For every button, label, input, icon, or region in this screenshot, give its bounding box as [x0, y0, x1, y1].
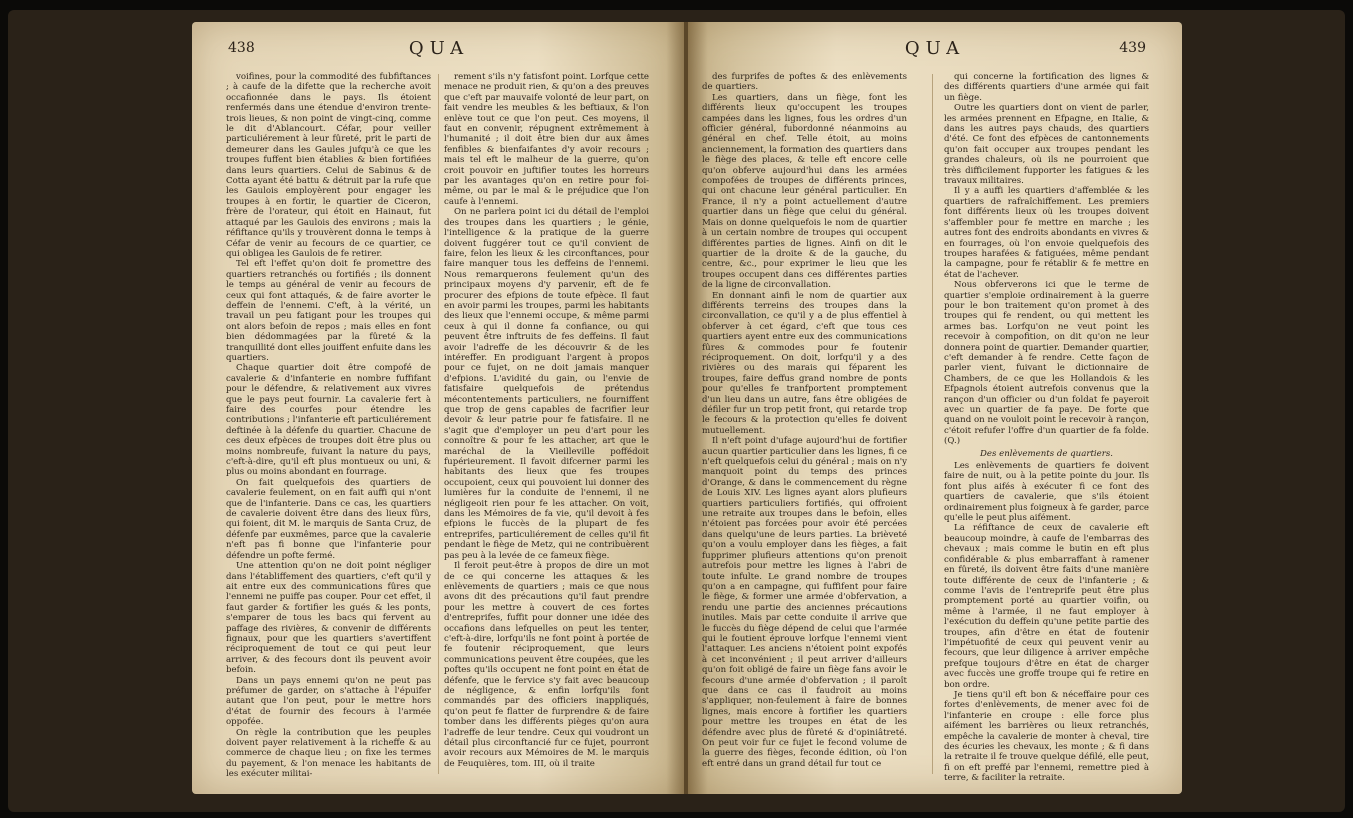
page-number: 438: [228, 40, 255, 56]
column-divider: [932, 74, 933, 774]
paragraph: Dans un pays ennemi qu'on ne peut pas préfumer de garder, on s'attache à l'épuifer autant que l'on peut, pour le mettre hors d'état de fournir des fecours à l'armée oppofée.: [226, 675, 431, 728]
paragraph: En donnant ainfi le nom de quartier aux différents terreins des troupes dans la circonvallation, ce qu'il y a de plus effentiel à obferver à cet égard, c'eft que tous ces quartiers ayent entre eux des communications fûres & commodes pour fe foutenir réciproquement. On doit, lorfqu'il y a des rivières ou des marais qui féparent les troupes, faire deffus grand nombre de ponts pour qu'elles fe tranfportent promptement d'un lieu dans un autre, fans être obligées de défiler fur un trop petit front, qui retarde trop le fecours & la protection qu'elles fe doivent mutuellement.: [702, 290, 907, 436]
left-column-1: [226, 72, 431, 780]
column-divider: [438, 74, 439, 774]
paragraph: On règle la contribution que les peuples doivent payer relativement à la richeffe & au commerce de chaque lieu ; on fixe les termes du payement, & l'on menace les habitants de les exécuter militai-: [226, 727, 431, 780]
right-column-1: [702, 72, 907, 777]
paragraph: Les enlèvements de quartiers fe doivent faire de nuit, ou à la petite pointe du jour. Ils font plus aifés à exécuter fi ce font des quartiers de cavalerie, que s'ils étoient ordinairement plus foigneux à fe garder, parce qu'elle le peut plus aifément.: [944, 461, 1149, 524]
paragraph: des furprifes de poftes & des enlèvements de quartiers.: [702, 72, 907, 93]
paragraph: On ne parlera point ici du détail de l'emploi des troupes dans les quartiers ; le génie, l'intelligence & la pratique de la guerre doivent fuggérer tout ce qu'il convient de faire, felon les lieux & les circonftances, pour faire manquer tous les deffeins de l'ennemi. Nous remarquerons feulement qu'un des principaux moyens d'y parvenir, eft de fe procurer des efpions de toute efpèce. Il faut en avoir parmi les troupes, parmi les habitants des lieux que l'ennemi occupe, & même parmi ceux à qui il donne fa confiance, ou qui peuvent être inftruits de fes deffeins. Il faut avoir l'adreffe de les découvrir & de les intéreffer. En prodiguant l'argent à propos pour ce fujet, on ne doit jamais manquer d'efpions. L'avidité du gain, ou l'envie de fatisfaire quelquefois de prétendus mécontentements particuliers, ne fourniffent que trop de gens capables de facrifier leur devoir & leur patrie pour fe fatisfaire. Il ne s'agit que d'employer un peu d'art pour les connoître & pour fe les attacher, art que le maréchal de la Vieilleville poffédoit fupérieurement. Il favoit difcerner parmi les habitants des lieux que fes troupes occupoient, ceux qui pouvoient lui donner des lumières fur la conduite de l'ennemi, il ne négligeoit rien pour fe les attacher. On voit, dans les Mémoires de fa vie, qu'il devoit à fes efpions le fuccès de la plupart de fes entreprifes, particuliérement de celles qu'il fit pendant le fiège de Metz, qui ne contribuèrent pas peu à la levée de ce fameux fiège.: [444, 207, 649, 561]
paragraph: Une attention qu'on ne doit point négliger dans l'établiffement des quartiers, c'eft qu'il y ait entre eux des communications fûres que l'ennemi ne puiffe pas couper. Pour cet effet, il faut garder & fortifier les gués & les ponts, s'emparer de tous les bacs qui fervent au paffage des rivières, & convenir de différents fignaux, pour que les quartiers s'avertiffent réciproquement de tout ce qui peut leur arriver, & des fecours dont ils peuvent avoir befoin.: [226, 561, 431, 676]
paragraph: Les quartiers, dans un fiège, font les différents lieux qu'occupent les troupes campées dans les lignes, fous les ordres d'un officier général, fubordonné néanmoins au général en chef. Telle étoit, au moins anciennement, la formation des quartiers dans le fiège des places, & telle eft encore celle qu'on obferve aujourd'hui dans les armées compofées de troupes de différents princes, qui ont chacune leur général particulier. En France, il n'y a point actuellement d'autre quartier dans un fiège que celui du général. Mais on donne quelquefois le nom de quartier à un certain nombre de troupes qui occupent différentes parties de lignes. Ainfi on dit le quartier de la droite & de la gauche, du centre, &c., pour exprimer le lieu que les troupes occupent dans ces différentes parties de la ligne de circonvallation.: [702, 92, 907, 291]
paragraph: Outre les quartiers dont on vient de parler, les armées prennent en Efpagne, en Italie, & dans les autres pays chauds, des quartiers d'été. Ce font des efpèces de cantonnements qu'on fait occuper aux troupes pendant les grandes chaleurs, où ils ne pourroient que très difficilement fupporter les fatigues & les travaux militaires.: [944, 103, 1149, 187]
paragraph: Il y a auffi les quartiers d'affemblée & les quartiers de rafraîchiffement. Les premiers font différents lieux où les troupes doivent s'affembler pour fe mettre en marche ; les autres font des endroits abondants en vivres & en fourrages, où l'on envoie quelquefois des troupes harafées & fatiguées, même pendant la campagne, pour fe rétablir & fe mettre en état de l'achever.: [944, 186, 1149, 280]
paragraph: La réfiftance de ceux de cavalerie eft beaucoup moindre, à caufe de l'embarras des chevaux ; mais comme le butin en eft plus confidérable & plus embarraffant à ramener en fûreté, ils doivent être faits d'une manière toute différente de ceux de l'infanterie ; & comme l'avis de l'entreprife peut être plus promptement porté au quartier voifin, ou même à l'armée, il ne faut employer à l'exécution du deffein qu'une petite partie des troupes, afin d'être en état de foutenir l'impétuofité de ceux qui peuvent venir au fecours, que leur diligence à arriver empêche prefque toujours d'être en état de charger avec fuccès une groffe troupe qui fe retire en bon ordre.: [944, 523, 1149, 690]
paragraph: Des enlèvements de quartiers.: [979, 448, 1113, 459]
paragraph: Il n'eft point d'ufage aujourd'hui de fortifier aucun quartier particulier dans les lignes, fi ce n'eft quelquefois celui du général ; mais on n'y manquoit point du temps des princes d'Orange, & dans le commencement du règne de Louis XIV. Les lignes ayant alors plufieurs quartiers particuliers fortifiés, qui offroient une retraite aux troupes dans le befoin, elles n'étoient pas forcées pour avoir été percées dans quelqu'une de leurs parties. La brièveté qu'on a voulu employer dans les fièges, a fait fupprimer plufieurs attentions qu'on prenoit autrefois pour mettre les lignes à l'abri de toute infulte. Le grand nombre de troupes qu'on a en campagne, qui fuffifent pour faire le fiège, & former une armée d'obfervation, a rendu une partie des anciennes précautions inutiles. Mais par cette conduite il arrive que le fuccès du fiège dépend de celui que l'armée qui le foutient éprouve lorfque l'ennemi vient l'attaquer. Les anciens n'étoient point expofés à cet inconvénient ; il peut arriver d'ailleurs qu'on foit obligé de faire un fiège fans avoir le fecours d'une armée d'obfervation ; il paroît que dans ce cas il faudroit au moins s'appliquer, non-feulement à faire de bonnes lignes, mais encore à fortifier les quartiers pour mettre les troupes en état de les défendre avec plus de fûreté & d'opiniâtreté. On peut voir fur ce fujet le fecond volume de la guerre des fièges, feconde édition, où l'on eft entré dans un grand détail fur tout ce: [702, 436, 907, 769]
left-page: [192, 22, 686, 794]
left-column-2: [444, 72, 649, 777]
paragraph: Je tiens qu'il eft bon & néceffaire pour ces fortes d'enlèvements, de mener avec foi de l'infanterie en croupe : elle force plus aifément les barrières ou lieux retranchés, empêche la cavalerie de monter à cheval, tire des écuries les chevaux, les monte ; & fi dans la retraite il fe trouve quelque défilé, elle peut, fi on eft preffé par l'ennemi, remettre pied à terre, & faciliter la retraite.: [944, 689, 1149, 784]
left-page-header: [228, 40, 650, 66]
right-page-header: [724, 40, 1146, 66]
paragraph: voifines, pour la commodité des fubfiftances ; à caufe de la difette que la recherche avoit occafionnée dans le pays. Ils étoient renfermés dans une étendue d'environ trente-trois lieues, & non point de vingt-cinq, comme le dit d'Ablancourt. Céfar, pour veiller particuliérement à leur fûreté, prit le parti de demeurer dans les Gaules jufqu'à ce que les troupes fuffent bien établies & bien fortifiées dans leurs quartiers. Celui de Sabinus & de Cotta ayant été battu & détruit par la rufe que les Gaulois employèrent pour engager les troupes à en fortir, le quartier de Ciceron, frère de l'orateur, qui étoit en Hainaut, fut attaqué par les Gaulois des environs ; mais la réfiftance qu'ils y trouvèrent donna le temps à Céfar de venir au fecours de ce quartier, ce qui obligea les Gaulois de fe retirer.: [226, 72, 431, 259]
paragraph: Il feroit peut-être à propos de dire un mot de ce qui concerne les attaques & les enlèvements de quartiers ; mais ce que nous avons dit des précautions qu'il faut prendre pour les mettre à couvert de ces fortes d'entreprifes, fuffit pour donner une idée des occafions dans lefquelles on peut les tenter, c'eft-à-dire, lorfqu'ils ne font point à portée de fe foutenir réciproquement, que leurs communications peuvent être coupées, que les poftes qu'ils occupent ne font point en état de défenfe, que le fervice s'y fait avec beaucoup de négligence, & enfin lorfqu'ils font commandés par des officiers inappliqués, qu'on peut fe flatter de furprendre & de faire tomber dans les différents pièges qu'on aura l'adreffe de leur tendre. Ceux qui voudront un détail plus circonftancié fur ce fujet, pourront avoir recours aux Mémoires de M. le marquis de Feuquières, tom. III, où il traite: [444, 561, 649, 769]
right-column-2: [944, 72, 1149, 784]
running-head: QUA: [904, 38, 966, 59]
paragraph: Tel eft l'effet qu'on doit fe promettre des quartiers retranchés ou fortifiés ; ils donnent le temps au général de venir au fecours de ceux qui font attaqués, & de faire avorter le deffein de l'ennemi. C'eft, à la vérité, un travail un peu fatigant pour les troupes qui ont alors befoin de repos ; mais elles en font bien dédommagées par la fûreté & la tranquillité dont elles jouiffent enfuite dans les quartiers.: [226, 259, 431, 363]
paragraph: Nous obferverons ici que le terme de quartier s'emploie ordinairement à la guerre pour le bon traitement qu'on promet à des troupes qui fe rendent, ou qui mettent les armes bas. Lorfqu'on ne veut point les recevoir à compofition, on dit qu'on ne leur donnera point de quartier. Demander quartier, c'eft demander à fe rendre. Cette façon de parler vient, fuivant le dictionnaire de Chambers, de ce que les Hollandois & les Efpagnols étoient autrefois convenus que la rançon d'un officier ou d'un foldat fe payeroit avec un quartier de fa paye. De forte que quand on ne vouloit point le recevoir à rançon, c'étoit refufer l'offre d'un quartier de fa folde. (Q.): [944, 280, 1149, 447]
page-number: 439: [1119, 40, 1146, 56]
paragraph: On fait quelquefois des quartiers de cavalerie feulement, on en fait auffi qui n'ont que de l'infanterie. Dans ce cas, les quartiers de cavalerie doivent être dans des lieux fûrs, qui foient, dit M. le marquis de Santa Cruz, de défenfe par euxmêmes, parce que la cavalerie n'eft pas fi bonne que l'infanterie pour défendre un pofte fermé.: [226, 477, 431, 561]
right-page: [688, 22, 1182, 794]
paragraph: Chaque quartier doit être compofé de cavalerie & d'infanterie en nombre fuffifant pour le défendre, & relativement aux vivres que le pays peut fournir. La cavalerie fert à faire des courfes pour étendre les contributions ; l'infanterie eft particuliérement deftinée à la défenfe du quartier. Chacune de ces deux efpèces de troupes doit être plus ou moins nombreufe, fuivant la nature du pays, c'eft-à-dire, qu'il eft plus montueux ou uni, & plus ou moins abondant en fourrage.: [226, 363, 431, 478]
paragraph: rement s'ils n'y fatisfont point. Lorfque cette menace ne produit rien, & qu'on a des preuves que c'eft par mauvaife volonté de leur part, on fait vendre les meubles & les beftiaux, & l'on enlève tout ce que l'on peut. Ces moyens, il faut en convenir, répugnent extrêmement à l'humanité ; il doit être bien dur aux âmes fenfibles & bienfaifantes d'y avoir recours ; mais tel eft le malheur de la guerre, qu'on croit pouvoir en juftifier toutes les horreurs par les avantages qu'on en retire pour foi-même, ou par le mal & le préjudice que l'on caufe à l'ennemi.: [444, 72, 649, 207]
running-head: QUA: [408, 38, 470, 59]
paragraph: qui concerne la fortification des lignes & des différents quartiers d'une armée qui fait un fiège.: [944, 72, 1149, 103]
